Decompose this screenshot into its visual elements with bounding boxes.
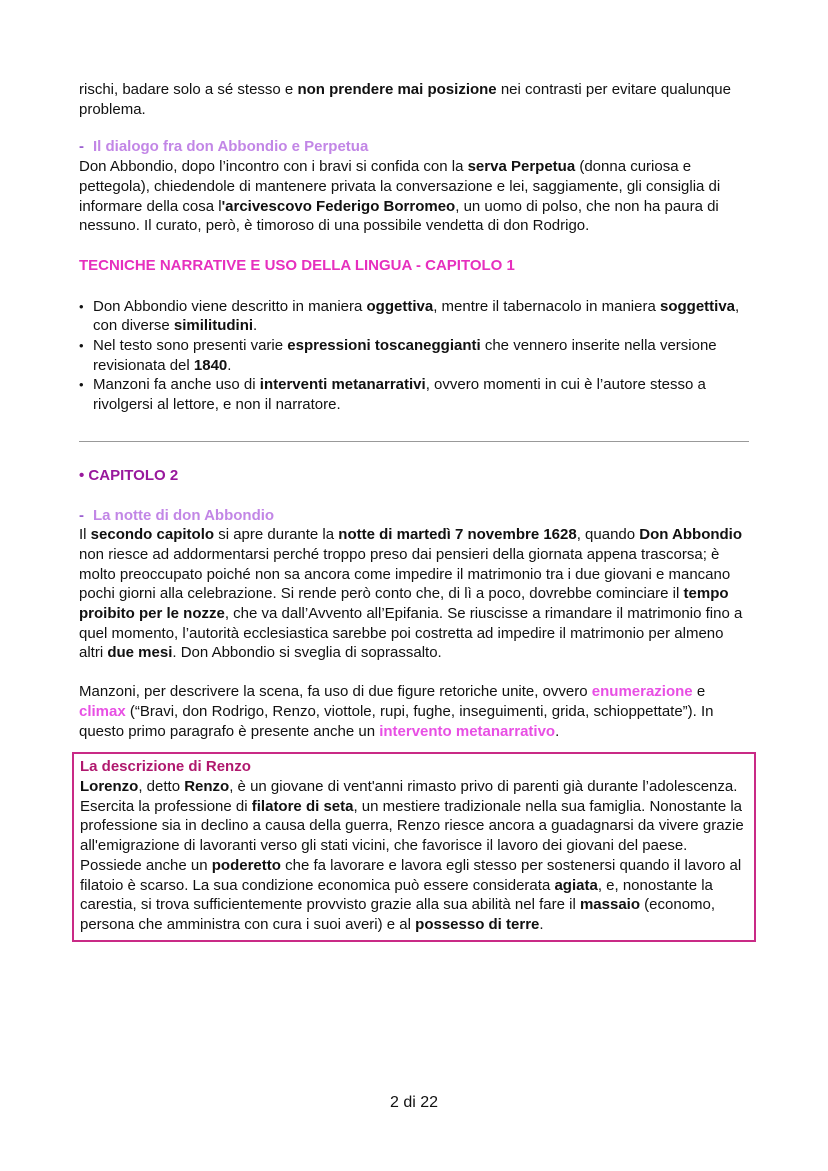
dialogo-title: Il dialogo fra don Abbondio e Perpetua (93, 138, 369, 156)
capitolo2-subheading (79, 506, 749, 526)
capitolo2-paragraph: Il secondo capitolo si apre durante la notte di martedì 7 novembre 1628, quando Don Abbondio non riesce ad addormentarsi perché troppo preso dai pensieri della giornata appena trascorsa; è molto preoccupato poiché non sa ancora come impedire il matrimonio tra i due giovani e mancano pochi giorni alla celebrazione. Si rende però conto che, di lì a poco, dovrebbe cominciare il tempo proibito per le nozze, che va dall’Avvento all’Epifania. Se riuscisse a rimandare il matrimonio fino a quel momento, l’autorità ecclesiastica sarebbe poi costretta ad impedire il matrimonio per almeno altri due mesi. Don Abbondio si sveglia di soprassalto. (79, 526, 743, 662)
renzo-box (72, 752, 756, 941)
capitolo2-subtitle: La notte di don Abbondio (93, 506, 275, 524)
list-item: • Nel testo sono presenti varie espressioni toscaneggianti che vennero inserite nella versione revisionata del 1840. (79, 336, 749, 375)
dialogo-paragraph: Don Abbondio, dopo l’incontro con i bravi si confida con la serva Perpetua (donna curiosa e pettegola), chiedendole di mantenere privata la conversazione e lei, saggiamente, gli consiglia di informare della cosa l'arcivescovo Federigo Borromeo, un uomo di polso, che non ha paura di nessuno. Il curato, però, è timoroso di una possibile vendetta di don Rodrigo. (79, 158, 721, 235)
tecniche-heading: TECNICHE NARRATIVE E USO DELLA LINGUA - CAPITOLO 1 (79, 256, 515, 274)
section-dialogo (79, 137, 749, 236)
figure-retoriche-paragraph: Manzoni, per descrivere la scena, fa uso di due figure retoriche unite, ovvero enumerazione e climax (“Bravi, don Rodrigo, Renzo, viottole, rupi, fughe, inseguimenti, grida, schioppettate”). In questo primo paragrafo è presente anche un intervento metanarrativo. (79, 683, 714, 740)
dash-marker: - (79, 138, 84, 156)
list-item: • Manzoni fa anche uso di interventi metanarrativi, ovvero momenti in cui è l’autore stesso a rivolgersi al lettore, e non il narratore. (79, 375, 749, 414)
renzo-title: La descrizione di Renzo (80, 758, 251, 776)
document-page (79, 80, 749, 942)
horizontal-divider (79, 441, 749, 442)
renzo-paragraph: Lorenzo, detto Renzo, è un giovane di vent'anni rimasto privo di parenti già durante l’adolescenza. Esercita la professione di filatore di seta, un mestiere tradizionale nella sua famiglia. Nonostante la professione sia in declino a causa della guerra, Renzo riesce ancora a guadagnarsi da vivere grazie all'emigrazione di lavoranti verso gli stati vicini, che favorisce il lavoro dei giovani del paese. Possiede anche un poderetto che fa lavorare e lavora egli stesso per sostenersi quando il lavoro al filatoio è scarso. La sua condizione economica può essere considerata agiata, e, nonostante la carestia, si trova sufficientemente provvisto grazie alla sua abilità nel fare il massaio (economo, persona che amministra con cura i suoi averi) e al possesso di terre. (80, 777, 744, 933)
page-number: 2 di 22 (389, 1094, 439, 1111)
capitolo2-heading: • CAPITOLO 2 (79, 466, 179, 484)
intro-paragraph: rischi, badare solo a sé stesso e non prendere mai posizione nei contrasti per evitare qualunque problema. (79, 81, 731, 118)
tecniche-list (79, 297, 749, 415)
list-item: • Don Abbondio viene descritto in maniera oggettiva, mentre il tabernacolo in maniera soggettiva, con diverse similitudini. (79, 297, 749, 336)
dialogo-heading (79, 137, 749, 157)
section-capitolo2 (79, 506, 749, 742)
dash-marker: - (79, 506, 84, 524)
